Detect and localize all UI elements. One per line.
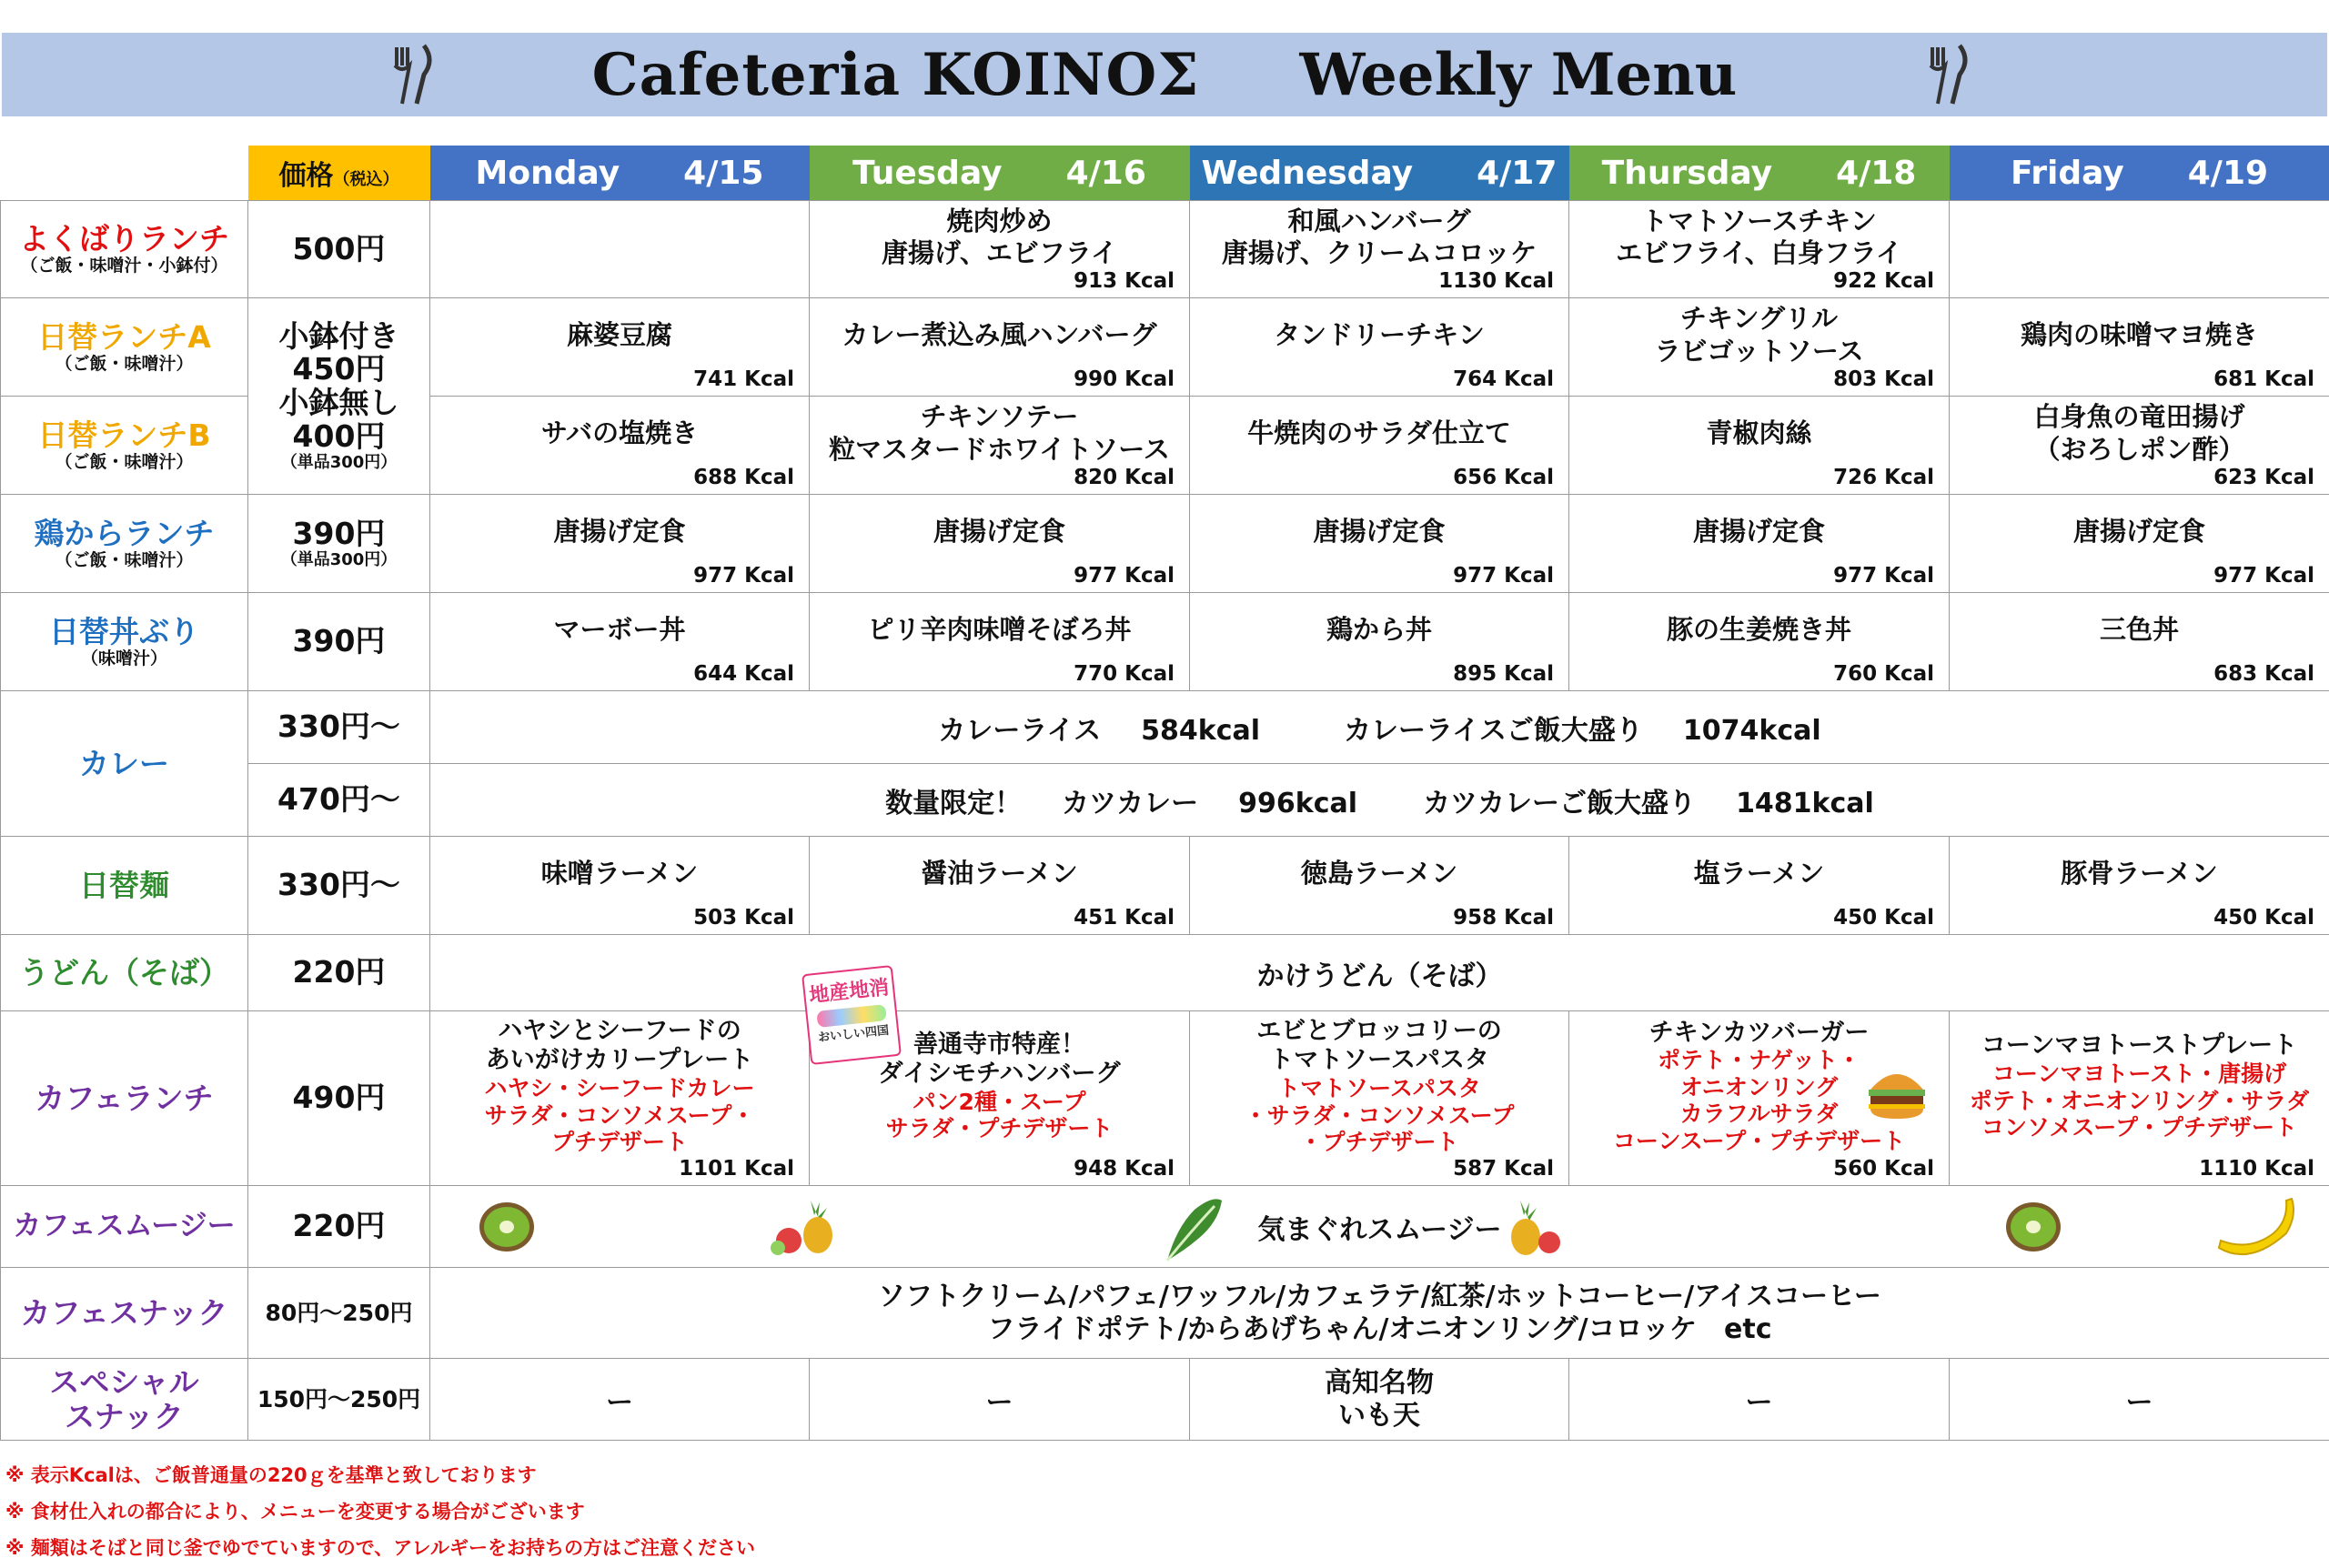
dish-cell: 醤油ラーメン 451 Kcal: [810, 837, 1190, 935]
snack-cell: ソフトクリーム/パフェ/ワッフル/カフェラテ/紅茶/ホットコーヒー/アイスコーヒー フライドポテト/からあげちゃん/オニオンリング/コロッケ etc: [430, 1268, 2329, 1359]
dish-cell: 徳島ラーメン 958 Kcal: [1190, 837, 1569, 935]
dish-cell: ハヤシとシーフードの あいがけカリープレート ハヤシ・シーフードカレー サラダ・コンソメスープ・ プチデザート 1101 Kcal: [430, 1011, 810, 1186]
special-cell: 高知名物 いも天: [1190, 1359, 1569, 1441]
dish-cell: 唐揚げ定食 977 Kcal: [1190, 495, 1569, 593]
dish-cell: 三色丼 683 Kcal: [1950, 593, 2329, 691]
dish-cell: チキンソテー 粒マスタードホワイトソース 820 Kcal: [810, 397, 1190, 495]
row-karaage: [1, 495, 2329, 593]
category-special: スペシャル スナック: [1, 1359, 248, 1441]
title-bar: [2, 33, 2327, 116]
spinach-icon: [1158, 1191, 1225, 1264]
kiwi-icon: [476, 1199, 538, 1255]
dish-cell: 鶏肉の味噌マヨ焼き 681 Kcal: [1950, 298, 2329, 397]
dish-cell: エビとブロッコリーの トマトソースパスタ トマトソースパスタ ・サラダ・コンソメスープ ・プチデザート 587 Kcal: [1190, 1011, 1569, 1186]
dish-cell: 豚骨ラーメン 450 Kcal: [1950, 837, 2329, 935]
pineapple-icon: [767, 1199, 843, 1257]
dish-cell: 青椒肉絲 726 Kcal: [1569, 397, 1950, 495]
udon-text: かけうどん（そば）: [430, 935, 2329, 1011]
row-higawari-a: [1, 298, 2329, 397]
dish-cell: [1950, 201, 2329, 298]
dish-cell: コーンマヨトーストプレート コーンマヨトースト・唐揚げ ポテト・オニオンリング・サラダ コンソメスープ・プチデザート 1110 Kcal: [1950, 1011, 2329, 1186]
price-header: 価格（税込）: [248, 146, 430, 201]
category-higawari-a: 日替ランチA （ご飯・味噌汁）: [1, 298, 248, 397]
dish-cell: 焼肉炒め 唐揚げ、エビフライ 913 Kcal: [810, 201, 1190, 298]
category-curry: カレー: [1, 691, 248, 837]
burger-icon: [1865, 1064, 1929, 1122]
dish-cell: 麻婆豆腐 741 Kcal: [430, 298, 810, 397]
row-donburi: [1, 593, 2329, 691]
dish-cell: 和風ハンバーグ 唐揚げ、クリームコロッケ 1130 Kcal: [1190, 201, 1569, 298]
dish-cell: 牛焼肉のサラダ仕立て 656 Kcal: [1190, 397, 1569, 495]
header-row: [1, 146, 2329, 201]
row-special: [1, 1359, 2329, 1441]
day-header-friday: Friday 4/19: [1950, 146, 2329, 201]
day-header-wednesday: Wednesday 4/17: [1190, 146, 1569, 201]
special-cell: ー: [1569, 1359, 1950, 1441]
price-curry-1: 330円～: [248, 691, 430, 764]
curry-line-2: 数量限定！ カツカレー 996kcal カツカレーご飯大盛り 1481kcal: [430, 764, 2329, 837]
category-higawari-b: 日替ランチB （ご飯・味噌汁）: [1, 397, 248, 495]
dish-cell: 白身魚の竜田揚げ （おろしポン酢） 623 Kcal: [1950, 397, 2329, 495]
category-karaage: 鶏からランチ （ご飯・味噌汁）: [1, 495, 248, 593]
dish-cell: チキングリル ラビゴットソース 803 Kcal: [1569, 298, 1950, 397]
special-cell: ー: [1950, 1359, 2329, 1441]
dish-cell: サバの塩焼き 688 Kcal: [430, 397, 810, 495]
dish-cell: 唐揚げ定食 977 Kcal: [1569, 495, 1950, 593]
footnote: ※ 表示Kcalは、ご飯普通量の220ｇを基準と致しております: [5, 1464, 537, 1486]
price-cafe-lunch: 490円: [248, 1011, 430, 1186]
dish-cell: 豚の生姜焼き丼 760 Kcal: [1569, 593, 1950, 691]
price-udon: 220円: [248, 935, 430, 1011]
category-cafe-lunch: カフェランチ: [1, 1011, 248, 1186]
category-noodle: 日替麺: [1, 837, 248, 935]
special-cell: ー: [430, 1359, 810, 1441]
smoothie-text: 気まぐれスムージー: [1257, 1213, 1502, 1246]
price-curry-2: 470円～: [248, 764, 430, 837]
dish-cell: 塩ラーメン 450 Kcal: [1569, 837, 1950, 935]
dish-cell: 唐揚げ定食 977 Kcal: [810, 495, 1190, 593]
price-special: 150円～250円: [248, 1359, 430, 1441]
price-karaage: 390円 （単品300円）: [248, 495, 430, 593]
day-header-tuesday: Tuesday 4/16: [810, 146, 1190, 201]
dish-cell: 地産地消 おいしい四国 善通寺市特産！ ダイシモチハンバーグ パン2種・スープ サラダ・プチデザート 948 Kcal: [810, 1011, 1190, 1186]
row-snack: [1, 1268, 2329, 1359]
footnote: ※ 麺類はそばと同じ釜でゆでていますので、アレルギーをお持ちの方はご注意ください: [5, 1537, 755, 1559]
banana-icon: [2213, 1193, 2301, 1262]
dish-cell: チキンカツバーガー ポテト・ナゲット・ オニオンリング カラフルサラダ コーンスープ・プチデザート 560 Kcal: [1569, 1011, 1950, 1186]
price-higawari: 小鉢付き 450円 小鉢無し 400円 （単品300円）: [248, 298, 430, 495]
row-smoothie: [1, 1186, 2329, 1268]
dish-cell: 唐揚げ定食 977 Kcal: [430, 495, 810, 593]
cafeteria-title: Cafeteria KOINOΣ: [591, 40, 1200, 109]
category-udon: うどん（そば）: [1, 935, 248, 1011]
row-noodle: [1, 837, 2329, 935]
weekly-menu-title: Weekly Menu: [1299, 40, 1738, 109]
row-yokubari: [1, 201, 2329, 298]
price-noodle: 330円～: [248, 837, 430, 935]
smoothie-cell: [430, 1186, 2329, 1268]
dish-cell: カレー煮込み風ハンバーグ 990 Kcal: [810, 298, 1190, 397]
price-smoothie: 220円: [248, 1186, 430, 1268]
dish-cell: [430, 201, 810, 298]
category-smoothie: カフェスムージー: [1, 1186, 248, 1268]
row-cafe-lunch: [1, 1011, 2329, 1186]
dish-cell: マーボー丼 644 Kcal: [430, 593, 810, 691]
price-yokubari: 500円: [248, 201, 430, 298]
row-udon: [1, 935, 2329, 1011]
dish-cell: 唐揚げ定食 977 Kcal: [1950, 495, 2329, 593]
day-header-thursday: Thursday 4/18: [1569, 146, 1950, 201]
special-cell: ー: [810, 1359, 1190, 1441]
dish-cell: 鶏から丼 895 Kcal: [1190, 593, 1569, 691]
footnote: ※ 食材仕入れの都合により、メニューを変更する場合がございます: [5, 1501, 585, 1523]
dish-cell: 味噌ラーメン 503 Kcal: [430, 837, 810, 935]
category-yokubari: よくばりランチ （ご飯・味噌汁・小鉢付）: [1, 201, 248, 298]
category-snack: カフェスナック: [1, 1268, 248, 1359]
dish-cell: トマトソースチキン エビフライ、白身フライ 922 Kcal: [1569, 201, 1950, 298]
row-curry-2: [1, 764, 2329, 837]
curry-line-1: カレーライス 584kcal カレーライスご飯大盛り 1074kcal: [430, 691, 2329, 764]
fork-knife-icon: [384, 42, 439, 107]
day-header-monday: Monday 4/15: [430, 146, 810, 201]
category-donburi: 日替丼ぶり （味噌汁）: [1, 593, 248, 691]
menu-table: [0, 146, 2329, 1441]
local-produce-badge: 地産地消 おいしい四国: [802, 965, 902, 1065]
fork-knife-icon: [1920, 42, 1974, 107]
dish-cell: タンドリーチキン 764 Kcal: [1190, 298, 1569, 397]
kiwi-icon: [2002, 1199, 2064, 1255]
dish-cell: ピリ辛肉味噌そぼろ丼 770 Kcal: [810, 593, 1190, 691]
price-snack: 80円～250円: [248, 1268, 430, 1359]
price-donburi: 390円: [248, 593, 430, 691]
pineapple-icon: [1495, 1199, 1571, 1257]
row-curry-1: [1, 691, 2329, 764]
